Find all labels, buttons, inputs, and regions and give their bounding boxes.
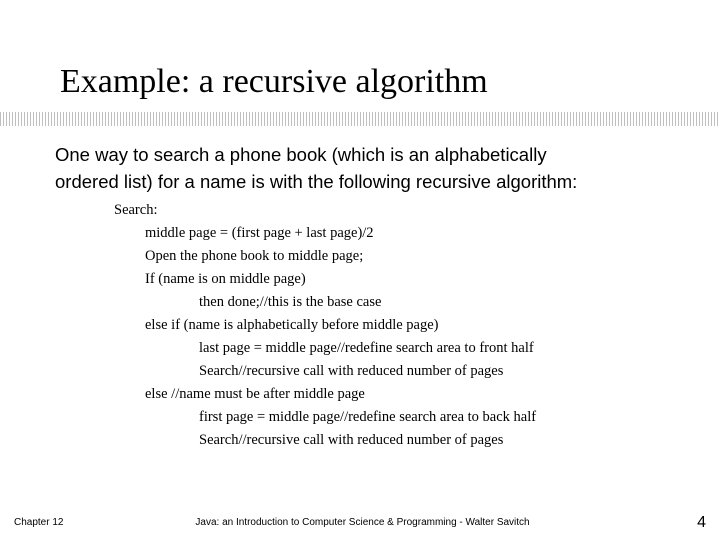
algorithm-line: middle page = (first page + last page)/2 <box>145 225 374 241</box>
intro-line: One way to search a phone book (which is an alphabetically <box>55 144 547 165</box>
footer-chapter: Chapter 12 <box>14 517 64 528</box>
page-number: 4 <box>697 514 706 531</box>
intro-line: ordered list) for a name is with the following recursive algorithm: <box>55 171 578 192</box>
algorithm-line: Search//recursive call with reduced number of pages <box>199 432 504 448</box>
algorithm-line: else //name must be after middle page <box>145 386 365 402</box>
title-divider <box>0 112 720 126</box>
footer-course-title: Java: an Introduction to Computer Science & Programming - Walter Savitch <box>195 517 530 528</box>
algorithm-block <box>0 199 720 452</box>
algorithm-line: first page = middle page//redefine search area to back half <box>199 409 537 425</box>
algorithm-line: Search//recursive call with reduced number of pages <box>199 363 504 379</box>
slide-title: Example: a recursive algorithm <box>60 63 488 100</box>
algorithm-line: Search: <box>114 202 158 218</box>
algorithm-line: If (name is on middle page) <box>145 271 306 287</box>
intro-paragraph <box>55 141 715 195</box>
algorithm-line: then done;//this is the base case <box>199 294 382 310</box>
algorithm-line: else if (name is alphabetically before middle page) <box>145 317 439 333</box>
algorithm-line: last page = middle page//redefine search area to front half <box>199 340 534 356</box>
algorithm-line: Open the phone book to middle page; <box>145 248 364 264</box>
